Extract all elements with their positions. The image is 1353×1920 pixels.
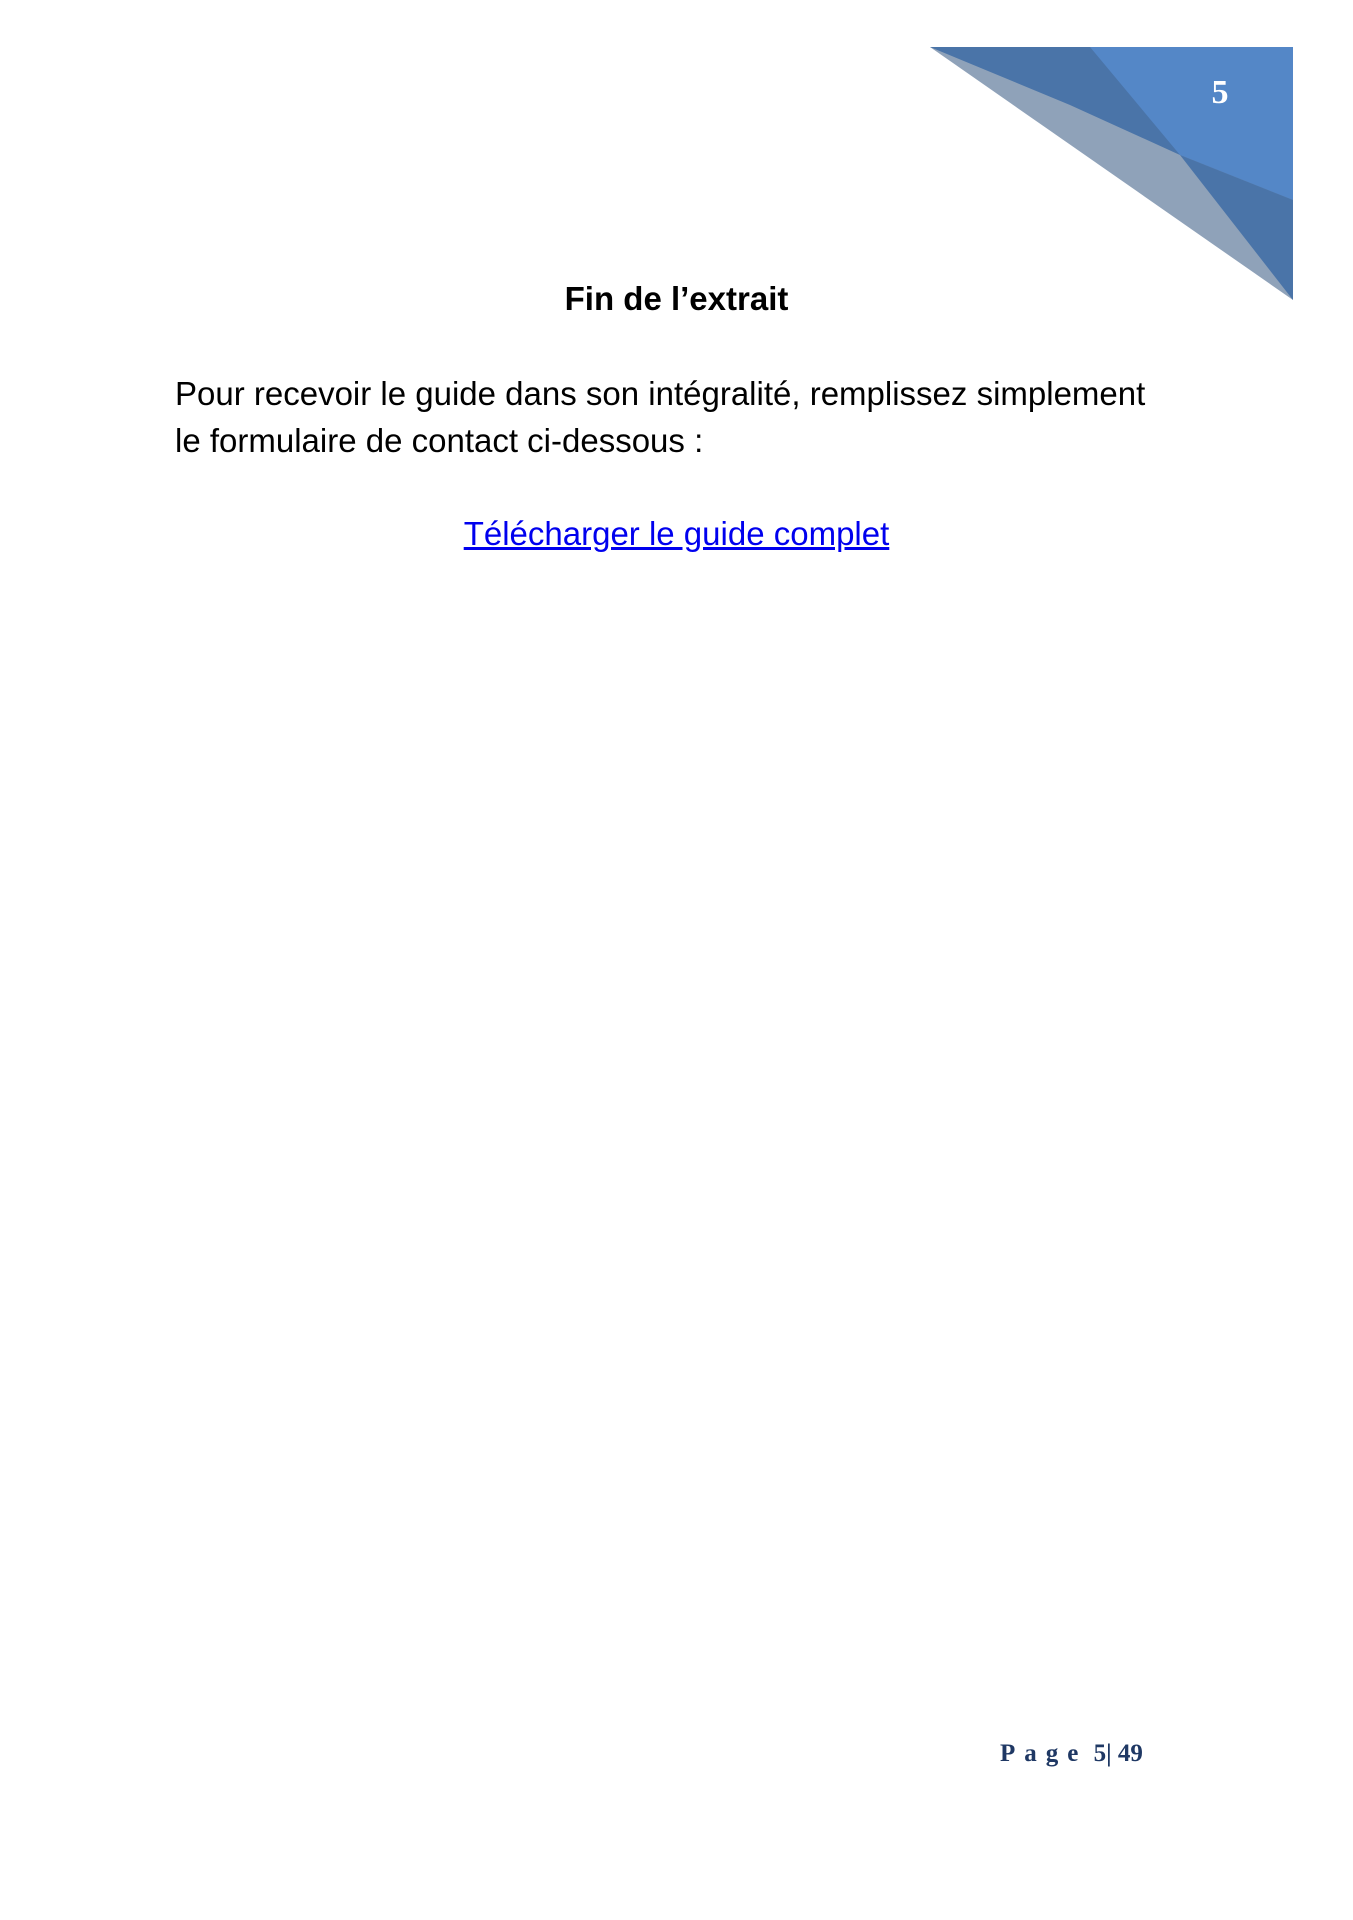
corner-decoration bbox=[0, 0, 1353, 320]
download-guide-link[interactable]: Télécharger le guide complet bbox=[463, 515, 890, 552]
footer-page-word: Page bbox=[1000, 1740, 1088, 1767]
footer-total-pages: 49 bbox=[1117, 1740, 1143, 1767]
page-footer bbox=[1000, 1740, 1200, 1768]
body-paragraph bbox=[175, 370, 1255, 464]
download-link-wrapper bbox=[0, 512, 1353, 556]
paragraph-line: le formulaire de contact ci-dessous : bbox=[175, 422, 704, 459]
corner-page-number: 5 bbox=[1211, 74, 1229, 111]
section-title: Fin de l’extrait bbox=[564, 280, 789, 317]
footer-current-page: 5 bbox=[1093, 1740, 1107, 1767]
paragraph-line: Pour recevoir le guide dans son intégralité, remplissez simplement bbox=[175, 375, 1146, 412]
footer-separator: | bbox=[1106, 1740, 1112, 1767]
